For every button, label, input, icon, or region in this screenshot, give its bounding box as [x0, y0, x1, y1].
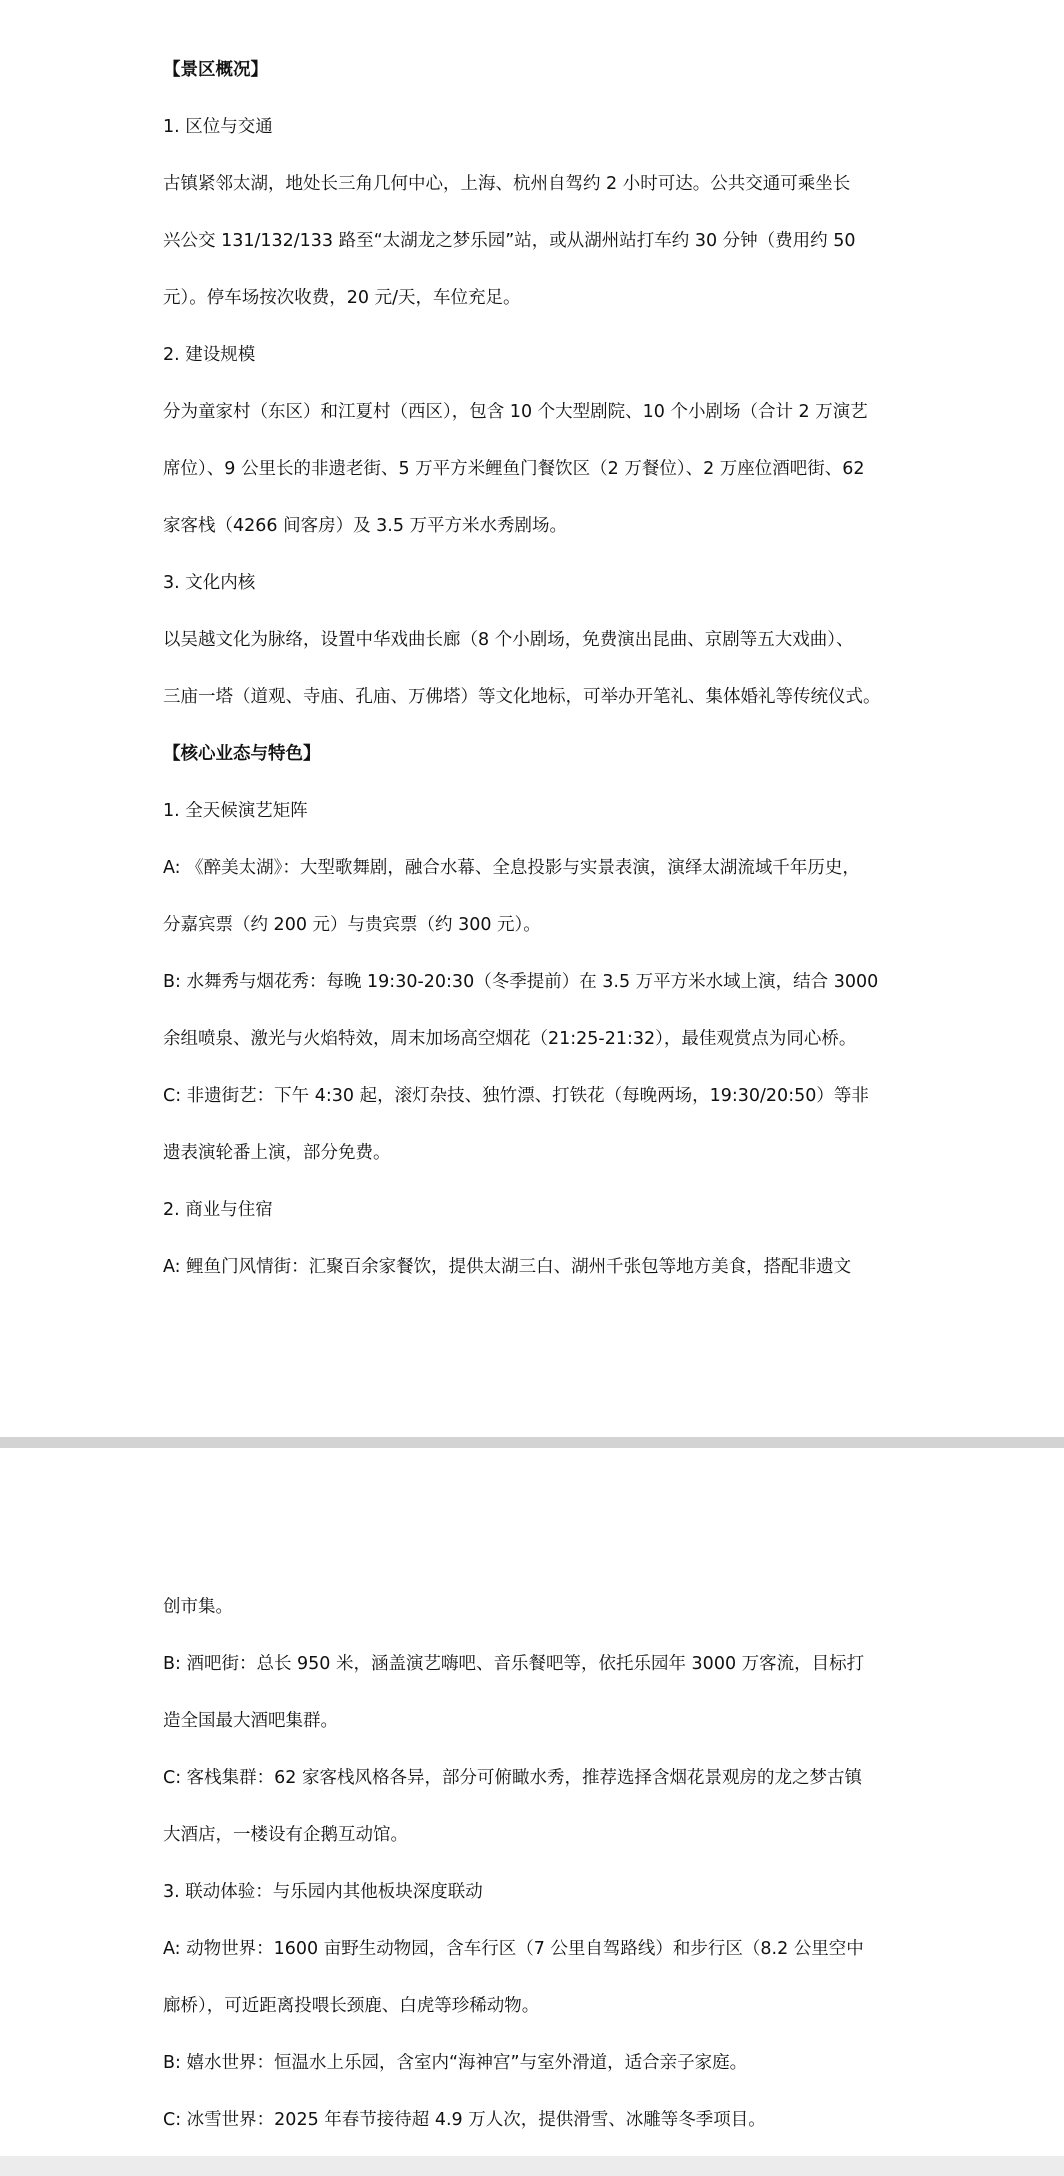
paragraph-line: A: 动物世界：1600 亩野生动物园，含车行区（7 公里自驾路线）和步行区（8.2 公里空中 [163, 1939, 864, 1959]
paragraph-line: 兴公交 131/132/133 路至“太湖龙之梦乐园”站，或从湖州站打车约 30 分钟（费用约 50 [163, 231, 856, 251]
document-page-2 [0, 1448, 1064, 2156]
paragraph-line: 余组喷泉、激光与火焰特效，周末加场高空烟花（21:25-21:32），最佳观赏点为同心桥。 [163, 1029, 857, 1049]
paragraph-line: B: 酒吧街：总长 950 米，涵盖演艺嗨吧、音乐餐吧等，依托乐园年 3000 万客流，目标打 [163, 1654, 865, 1674]
paragraph-line: 1. 全天候演艺矩阵 [163, 801, 308, 821]
page-bottom-edge [0, 2156, 1064, 2176]
paragraph-line: 3. 联动体验：与乐园内其他板块深度联动 [163, 1882, 483, 1902]
paragraph-line: 1. 区位与交通 [163, 117, 273, 137]
paragraph-line: 廊桥），可近距离投喂长颈鹿、白虎等珍稀动物。 [163, 1996, 540, 2016]
page-separator [0, 1437, 1064, 1448]
paragraph-line: C: 客栈集群：62 家客栈风格各异，部分可俯瞰水秀，推荐选择含烟花景观房的龙之梦古镇 [163, 1768, 863, 1788]
paragraph-line: 家客栈（4266 间客房）及 3.5 万平方米水秀剧场。 [163, 516, 568, 536]
paragraph-line: 分为童家村（东区）和江夏村（西区），包含 10 个大型剧院、10 个小剧场（合计 2 万演艺 [163, 402, 868, 422]
paragraph-line: 遗表演轮番上演，部分免费。 [163, 1143, 391, 1163]
paragraph-line: A: 《醉美太湖》：大型歌舞剧，融合水幕、全息投影与实景表演，演绎太湖流域千年历史， [163, 858, 860, 878]
paragraph-line: 大酒店，一楼设有企鹅互动馆。 [163, 1825, 408, 1845]
paragraph-line: B: 嬉水世界：恒温水上乐园，含室内“海神宫”与室外滑道，适合亲子家庭。 [163, 2053, 748, 2073]
paragraph-line: 2. 建设规模 [163, 345, 256, 365]
paragraph-line: 三庙一塔（道观、寺庙、孔庙、万佛塔）等文化地标，可举办开笔礼、集体婚礼等传统仪式。 [163, 687, 881, 707]
paragraph-line: A: 鲤鱼门风情街：汇聚百余家餐饮，提供太湖三白、湖州千张包等地方美食，搭配非遗文 [163, 1257, 852, 1277]
paragraph-line: 元）。停车场按次收费，20 元/天，车位充足。 [163, 288, 521, 308]
paragraph-line: C: 冰雪世界：2025 年春节接待超 4.9 万人次，提供滑雪、冰雕等冬季项目。 [163, 2110, 766, 2130]
page-content [163, 1588, 923, 2158]
page-content [163, 51, 923, 1305]
paragraph-line: 2. 商业与住宿 [163, 1200, 273, 1220]
paragraph-line: C: 非遗街艺：下午 4:30 起，滚灯杂技、独竹漂、打铁花（每晚两场，19:30/20:50）等非 [163, 1086, 869, 1106]
paragraph-line: 创市集。 [163, 1597, 233, 1617]
paragraph-line: 分嘉宾票（约 200 元）与贵宾票（约 300 元）。 [163, 915, 541, 935]
paragraph-line: 造全国最大酒吧集群。 [163, 1711, 338, 1731]
paragraph-line: B: 水舞秀与烟花秀：每晚 19:30-20:30（冬季提前）在 3.5 万平方米水域上演，结合 3000 [163, 972, 879, 992]
paragraph-line: 席位）、9 公里长的非遗老街、5 万平方米鲤鱼门餐饮区（2 万餐位）、2 万座位酒吧街、62 [163, 459, 865, 479]
paragraph-line: 古镇紧邻太湖，地处长三角几何中心，上海、杭州自驾约 2 小时可达。公共交通可乘坐长 [163, 174, 851, 194]
paragraph-line: 3. 文化内核 [163, 573, 256, 593]
section-heading: 【景区概况】 [163, 60, 268, 80]
section-heading: 【核心业态与特色】 [163, 744, 321, 764]
paragraph-line: 以吴越文化为脉络，设置中华戏曲长廊（8 个小剧场，免费演出昆曲、京剧等五大戏曲）、 [163, 630, 854, 650]
